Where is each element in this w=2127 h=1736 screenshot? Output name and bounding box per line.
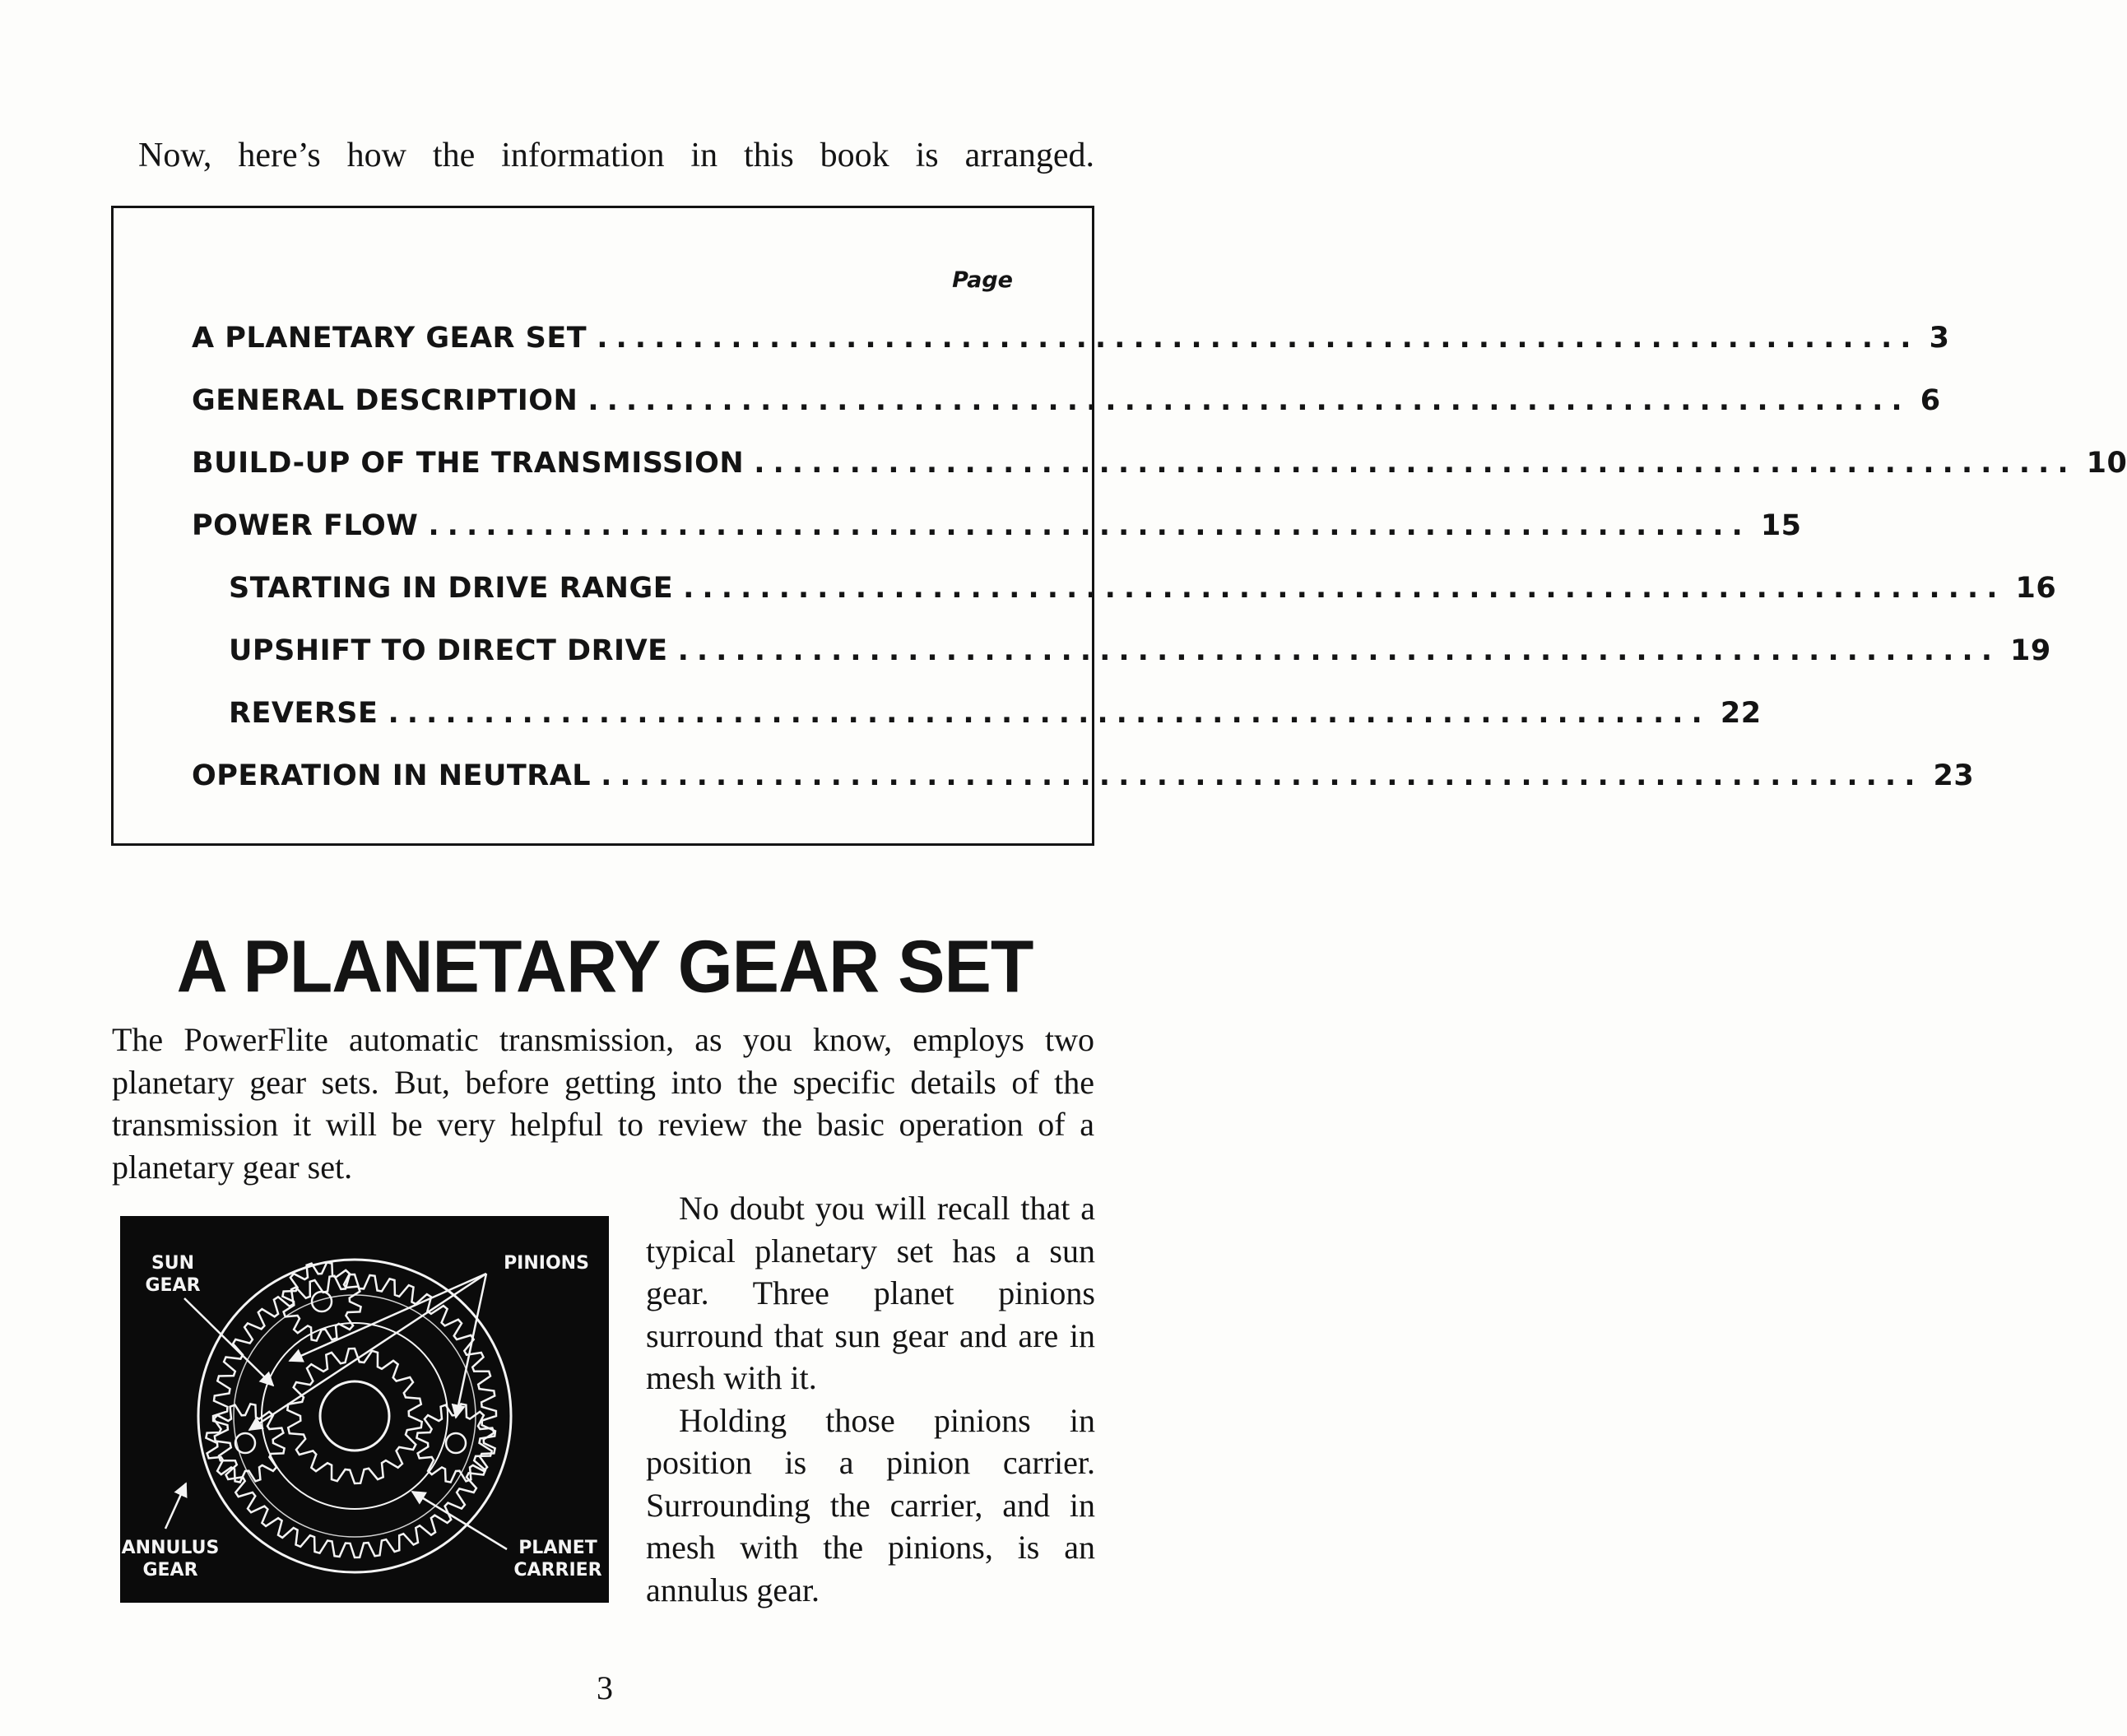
pinion-hub bbox=[235, 1433, 255, 1453]
toc-leader-dots: ..................................................................... bbox=[683, 572, 2006, 605]
toc-entry[interactable] bbox=[192, 307, 1950, 369]
toc-entry[interactable] bbox=[192, 432, 2127, 494]
toc-entry-label: BUILD-UP OF THE TRANSMISSION bbox=[192, 447, 745, 480]
pinion-pointer bbox=[456, 1274, 486, 1418]
pinions-label: PINIONS bbox=[504, 1253, 589, 1274]
toc-entry[interactable] bbox=[192, 620, 2051, 682]
toc-entry[interactable] bbox=[192, 682, 1762, 745]
toc-entry-page: 15 bbox=[1760, 509, 1802, 542]
toc-leader-dots: ..................................................................... bbox=[587, 384, 1911, 417]
planet-carrier-label: PLANET CARRIER bbox=[513, 1538, 602, 1581]
toc-entry[interactable] bbox=[192, 745, 1975, 807]
carrier-pointer bbox=[412, 1492, 507, 1549]
toc-entry-label: POWER FLOW bbox=[192, 509, 419, 542]
side-text bbox=[646, 1187, 1095, 1611]
pinion-gear bbox=[282, 1262, 360, 1340]
toc-entry[interactable] bbox=[192, 494, 1802, 557]
toc-entry-page: 3 bbox=[1929, 322, 1950, 355]
toc-leader-dots: ..................................................................... bbox=[388, 697, 1711, 730]
body-paragraph: The PowerFlite automatic transmission, as you know, employs two planetary gear sets. But, before getting into the specific details of the transmission it will be very helpful to review the basic operation of a planetary gear set. bbox=[112, 1021, 1094, 1186]
toc-entry-page: 16 bbox=[2015, 572, 2057, 605]
toc-leader-dots: ..................................................................... bbox=[677, 634, 2000, 667]
section-heading: A PLANETARY GEAR SET bbox=[176, 925, 1033, 1009]
toc-leader-dots: ..................................................................... bbox=[428, 509, 1751, 542]
toc-entry-page: 22 bbox=[1720, 697, 1762, 730]
toc-leader-dots: ..................................................................... bbox=[601, 759, 1924, 792]
body-paragraph: No doubt you will recall that a typical planetary set has a sun gear. Three planet pinions surround that sun gear and are in mesh with it. bbox=[646, 1190, 1095, 1396]
intro-text: Now, here’s how the information in this book is arranged. bbox=[138, 137, 1094, 174]
page-number: 3 bbox=[597, 1669, 613, 1706]
toc-entry-label: REVERSE bbox=[229, 697, 378, 730]
toc-entry-page: 23 bbox=[1933, 759, 1975, 792]
body-paragraph: Holding those pinions in position is a pinion carrier. Surrounding the carrier, and in mesh with the pinions, is an annulus gear. bbox=[646, 1401, 1095, 1608]
toc-entry-label: GENERAL DESCRIPTION bbox=[192, 384, 578, 417]
sun-gear-hub bbox=[320, 1381, 389, 1451]
toc-entry[interactable] bbox=[192, 557, 2057, 620]
toc-entry-label: STARTING IN DRIVE RANGE bbox=[229, 572, 674, 605]
sun-gear-teeth bbox=[287, 1348, 421, 1483]
annulus-gear-label: ANNULUS GEAR bbox=[121, 1538, 220, 1581]
toc-page-header: Page bbox=[952, 267, 1013, 293]
annulus-pointer bbox=[165, 1483, 186, 1529]
toc-entry-page: 10 bbox=[2086, 447, 2127, 480]
table-of-contents bbox=[111, 206, 2127, 846]
sun-gear-label: SUN GEAR bbox=[145, 1253, 201, 1296]
toc-leader-dots: ..................................................................... bbox=[754, 447, 2077, 480]
toc-entry-label: UPSHIFT TO DIRECT DRIVE bbox=[229, 634, 668, 667]
toc-entry-page: 6 bbox=[1920, 384, 1941, 417]
toc-entry[interactable] bbox=[192, 369, 1941, 432]
toc-entry-label: OPERATION IN NEUTRAL bbox=[192, 759, 592, 792]
toc-leader-dots: ..................................................................... bbox=[597, 322, 1920, 355]
planetary-gear-illustration bbox=[120, 1216, 609, 1603]
pinion-hub bbox=[446, 1433, 466, 1453]
toc-entry-label: A PLANETARY GEAR SET bbox=[192, 322, 587, 355]
toc-list bbox=[192, 307, 2127, 807]
toc-entry-page: 19 bbox=[2010, 634, 2051, 667]
